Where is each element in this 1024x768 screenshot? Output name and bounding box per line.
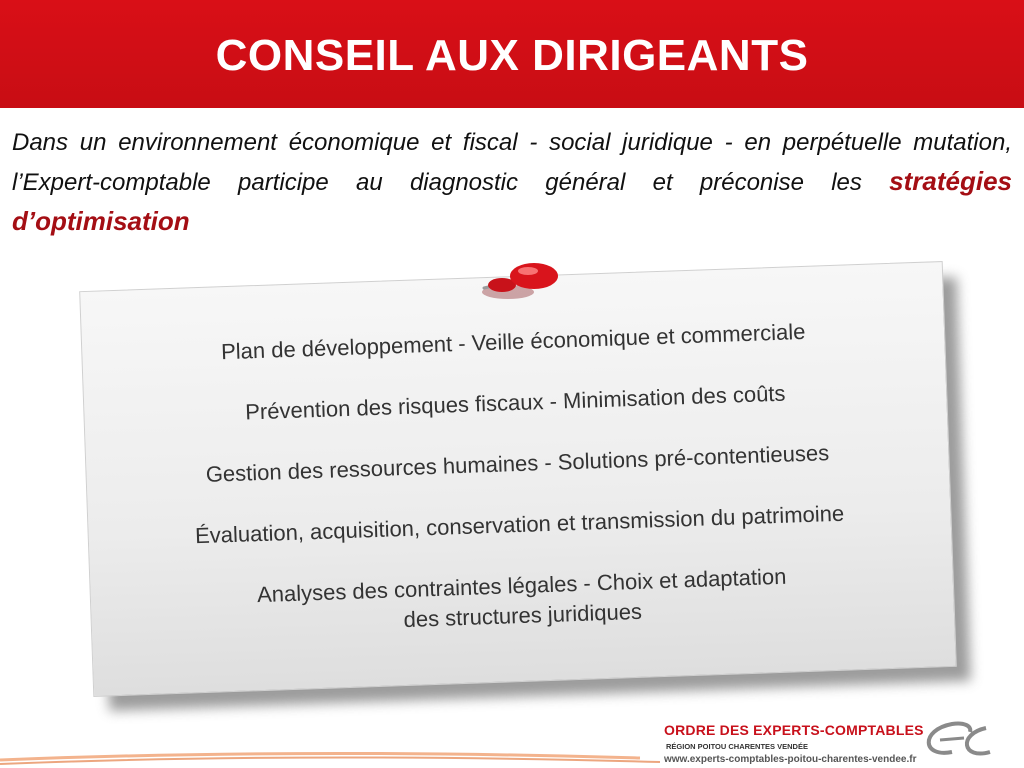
note-item: Plan de développement - Veille économique et commerciale	[220, 318, 806, 365]
organization-region: RÉGION POITOU CHARENTES VENDÉE	[666, 742, 808, 751]
ec-logo-icon	[912, 712, 1002, 768]
note-items	[102, 313, 935, 676]
title-banner	[0, 0, 1024, 108]
organization-url: www.experts-comptables-poitou-charentes-vendee.fr	[664, 754, 917, 765]
organization-name: ORDRE DES EXPERTS-COMPTABLES	[664, 722, 924, 738]
sticky-note	[79, 261, 957, 697]
intro-text: Dans un environnement économique et fiscal - social juridique - en perpétuelle mutation, l’Expert-comptable participe au diagnostic général et préconise les	[12, 129, 1012, 196]
pushpin-icon	[478, 258, 568, 304]
note-item: Évaluation, acquisition, conservation et transmission du patrimoine	[194, 500, 845, 549]
organization-logo	[664, 722, 1014, 768]
intro-paragraph	[12, 124, 1012, 242]
page-title: CONSEIL AUX DIRIGEANTS	[215, 31, 809, 80]
intro-emphasis: stratégies d’optimisation	[12, 166, 1012, 236]
note-item: Gestion des ressources humaines - Solutions pré-contentieuses	[205, 440, 830, 487]
note-item: Analyses des contraintes légales - Choix et adaptation des structures juridiques	[256, 563, 787, 633]
note-item: Prévention des risques fiscaux - Minimisation des coûts	[244, 380, 786, 425]
